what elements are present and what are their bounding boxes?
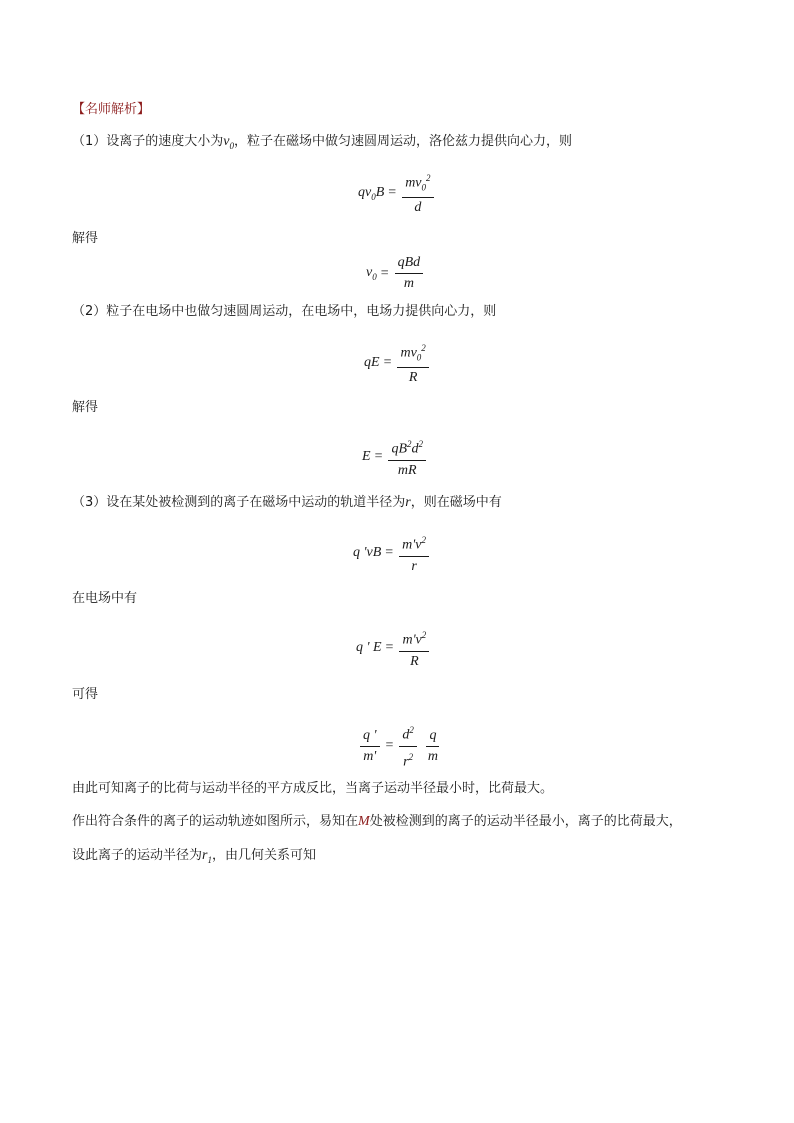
p5-suffix: ，由几何关系可知 — [211, 848, 316, 863]
equation-electric — [364, 340, 431, 386]
eq7-fraction-2: $\frac{d^2}{r^2}$ — [399, 722, 417, 770]
eq6-equals: = — [385, 640, 394, 656]
paragraph-part2: （2）粒子在电场中也做匀速圆周运动，在电场中，电场力提供向心力，则 — [72, 304, 497, 319]
equation-lorentz — [358, 170, 436, 216]
p1-suffix: ，粒子在磁场中做匀速圆周运动，洛伦兹力提供向心力，则 — [234, 134, 573, 149]
eq3-fraction: $\frac{mv_0^2}{R}$ — [397, 340, 428, 386]
thus-label: 可得 — [72, 687, 99, 702]
eq6-fraction: $\frac{m'v^2}{R}$ — [399, 627, 429, 670]
eq6-lhs: q ' E — [356, 640, 382, 656]
eq5-equals: = — [385, 545, 394, 561]
eq1-equals: = — [388, 185, 397, 201]
p3-suffix: ，则在磁场中有 — [410, 495, 502, 510]
solve-label-1: 解得 — [72, 231, 99, 246]
paragraph-part4 — [72, 813, 682, 831]
eq3-equals: = — [383, 355, 392, 371]
eq2-equals: = — [380, 265, 389, 281]
eq5-lhs: q 'vB — [353, 545, 382, 561]
p3-prefix: （3）设在某处被检测到的离子在磁场中运动的轨道半径为 — [72, 495, 406, 510]
p1-prefix: （1）设离子的速度大小为 — [72, 134, 224, 149]
p4-suffix: 处被检测到的离子的运动半径最小，离子的比荷最大， — [369, 814, 682, 829]
eq2-lhs: $v_0$ — [366, 265, 377, 282]
p5-prefix: 设此离子的运动半径为 — [72, 848, 203, 863]
section-header: 【名师解析】 — [72, 102, 151, 117]
eq7-equals: = — [385, 738, 394, 754]
eq1-fraction: $\frac{mv_0^2}{d}$ — [402, 170, 433, 216]
paragraph-part3 — [72, 494, 502, 512]
eq4-lhs: E — [362, 449, 371, 465]
eq7-fraction-1: $\frac{q '}{m'}$ — [360, 728, 380, 765]
p4-prefix: 作出符合条件的离子的运动轨迹如图所示，易知在 — [72, 814, 359, 829]
eq7-fraction-3: $\frac{q}{m}$ — [427, 727, 439, 764]
var-v0: $v_0$ — [223, 134, 234, 151]
paragraph-part1 — [72, 133, 572, 155]
equation-magnetic-r — [353, 532, 431, 575]
equation-E — [362, 436, 428, 479]
eq4-equals: = — [374, 449, 383, 465]
equation-v0 — [366, 255, 425, 292]
eq3-lhs: qE — [364, 355, 380, 371]
solve-label-2: 解得 — [72, 400, 99, 415]
eq4-fraction: $\frac{qB^2d^2}{mR}$ — [388, 436, 426, 479]
equation-electric-R — [356, 627, 431, 670]
conclusion-text: 由此可知离子的比荷与运动半径的平方成反比，当离子运动半径最小时，比荷最大。 — [72, 781, 554, 796]
in-field-label: 在电场中有 — [72, 591, 138, 606]
var-r1: $r_1$ — [202, 848, 212, 865]
eq1-lhs: $qv_0B$ — [358, 184, 385, 202]
eq2-fraction: $\frac{\text{qBd}}{m}$ — [395, 255, 424, 292]
equation-ratio — [358, 722, 443, 770]
paragraph-part5 — [72, 847, 316, 869]
var-r: r — [405, 495, 411, 510]
var-M: M — [358, 814, 370, 829]
eq5-fraction: $\frac{m'v^2}{r}$ — [399, 532, 429, 575]
